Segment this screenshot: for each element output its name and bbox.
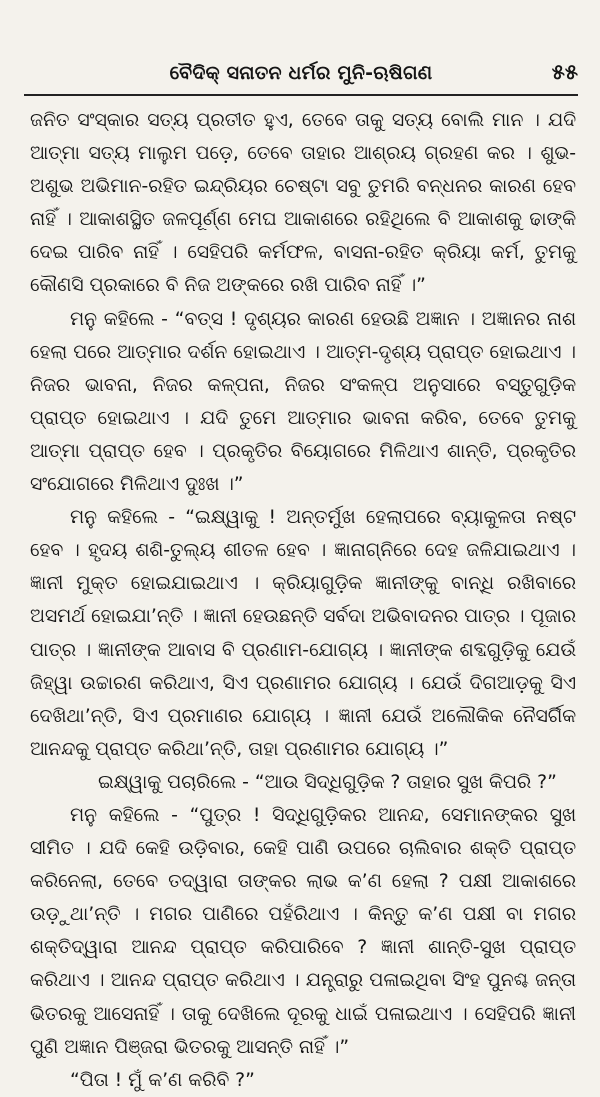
page-number: ୫୫ — [551, 60, 578, 84]
paragraph-ikshvaku-question: ଇକ୍ଷ୍ୱାକୁ ପଚାରିଲେ - “ଆଉ ସିଦ୍ଧିଗୁଡ଼ିକ ? ତାହାର ସୁଖ କିପରି ?” — [98, 771, 557, 793]
paragraph-question: “ପିତା ! ମୁଁ କ’ଣ କରିବି ?” — [70, 1069, 255, 1091]
paragraph-manu-reply-3: ମନୁ କହିଲେ - “ପୁତ୍ର ! ସିଦ୍ଧିଗୁଡ଼ିକର ଆନନ୍ଦ, ସେମାନଙ୍କର ସୁଖ ସୀମିତ । ଯଦି କେହି ଉଡ଼ିବାର, କେହି ପାଣି ଉପରେ ଚାଲିବାର ଶକ୍ତି ପ୍ରାପ୍ତ କରିନେଲା, ତେବେ ତଦ୍ୱାରା ତାଙ୍କର ଲାଭ କ’ଣ ହେଲା ? ପକ୍ଷୀ ଆକାଶରେ ଉଡ଼ୁଥା’ନ୍ତି । ମଗର ପାଣିରେ ପହଁରିଥାଏ । କିନ୍ତୁ କ’ଣ ପକ୍ଷୀ ବା ମଗର ଶକ୍ତିଦ୍ୱାରା ଆନନ୍ଦ ପ୍ରାପ୍ତ କରିପାରିବେ ? ଜ୍ଞାନୀ ଶାନ୍ତି-ସୁଖ ପ୍ରାପ୍ତ କରିଥାଏ । ଆନନ୍ଦ ପ୍ରାପ୍ତ କରିଥାଏ । ଯନ୍ତ୍ରାରୁ ପଳାଇଥିବା ସିଂହ ପୁନଶ୍ଚ ଜନ୍ତା ଭିତରକୁ ଆସେନାହିଁ । ତାକୁ ଦେଖିଲେ ଦୂରକୁ ଧାଇଁ ପଳାଇଥାଏ । ସେହିପରି ଜ୍ଞାନୀ ପୁଣି ଅଜ୍ଞାନ ପିଞ୍ଜରା ଭିତରକୁ ଆସନ୍ତି ନାହିଁ ।” — [30, 804, 576, 1058]
running-header — [24, 60, 578, 96]
header-title: ବୈଦିକ୍ ସନାତନ ଧର୍ମର ମୁନି-ଋଷିଗଣ — [169, 62, 433, 84]
paragraph-manu-reply-1: ମନୁ କହିଲେ - “ବତ୍ସ ! ଦୃଶ୍ୟର କାରଣ ହେଉଛି ଅଜ୍ଞାନ । ଅଜ୍ଞାନର ନାଶ ହେଲା ପରେ ଆତ୍ମାର ଦର୍ଶନ ହୋଇଥାଏ । ଆତ୍ମ-ଦୃଶ୍ୟ ପ୍ରାପ୍ତ ହୋଇଥାଏ । ନିଜର ଭାବନା, ନିଜର କଳ୍ପନା, ନିଜର ସଂକଳ୍ପ ଅନୁସାରେ ବସ୍ତୁଗୁଡ଼ିକ ପ୍ରାପ୍ତ ହୋଇଥାଏ । ଯଦି ତୁମେ ଆତ୍ମାର ଭାବନା କରିବ, ତେବେ ତୁମକୁ ଆତ୍ମା ପ୍ରାପ୍ତ ହେବ । ପ୍ରକୃତିର ବିୟୋଗରେ ମିଳିଥାଏ ଶାନ୍ତି, ପ୍ରକୃତିର ସଂଯୋଗରେ ମିଳିଥାଏ ଦୁଃଖ ।” — [30, 308, 576, 496]
paragraph-manu-reply-2: ମନୁ କହିଲେ - “ଇକ୍ଷ୍ୱାକୁ ! ଅନ୍ତର୍ମୁଖ ହେଲାପରେ ବ୍ୟାକୁଳତା ନଷ୍ଟ ହେବ । ହୃଦୟ ଶଶି-ତୁଲ୍ୟ ଶୀତଳ ହେବ । ଜ୍ଞାନାଗ୍ନିରେ ଦେହ ଜଳିଯାଇଥାଏ । ଜ୍ଞାନୀ ମୁକ୍ତ ହୋଇଯାଇଥାଏ । କ୍ରିୟାଗୁଡ଼ିକ ଜ୍ଞାନୀଙ୍କୁ ବାନ୍ଧି ରଖିବାରେ ଅସମର୍ଥ ହୋଇଯା’ନ୍ତି । ଜ୍ଞାନୀ ହେଉଛନ୍ତି ସର୍ବଦା ଅଭିବାଦନର ପାତ୍ର । ପୂଜାର ପାତ୍ର । ଜ୍ଞାନୀଙ୍କ ଆବାସ ବି ପ୍ରଣାମ-ଯୋଗ୍ୟ । ଜ୍ଞାନୀଙ୍କ ଶବ୍ଦଗୁଡ଼ିକୁ ଯେଉଁ ଜିହ୍ୱା ଉଚ୍ଚାରଣ କରିଥାଏ, ସିଏ ପ୍ରଣାମର ଯୋଗ୍ୟ । ଯେଉଁ ଦିଗଆଡ଼କୁ ସିଏ ଦେଖିଥା’ନ୍ତି, ସିଏ ପ୍ରମାଣର ଯୋଗ୍ୟ । ଜ୍ଞାନୀ ଯେଉଁ ଅଲୌକିକ ନୈସର୍ଗିକ ଆନନ୍ଦକୁ ପ୍ରାପ୍ତ କରିଥା’ନ୍ତି, ତାହା ପ୍ରଣାମର ଯୋଗ୍ୟ ।” — [30, 507, 576, 760]
page-body — [30, 104, 576, 1091]
paragraph-continued: ଜନିତ ସଂସ୍କାର ସତ୍ୟ ପ୍ରତୀତ ହୁଏ, ତେବେ ତାକୁ ସତ୍ୟ ବୋଲି ମାନ । ଯଦି ଆତ୍ମା ସତ୍ୟ ମାଲୁମ ପଡ଼େ, ତେବେ ତାହାର ଆଶ୍ରୟ ଗ୍ରହଣ କର । ଶୁଭ-ଅଶୁଭ ଅଭିମାନ-ରହିତ ଇନ୍ଦ୍ରିୟର ଚେଷ୍ଟା ସବୁ ତୁମରି ବନ୍ଧନର କାରଣ ହେବ ନାହିଁ । ଆକାଶସ୍ଥିତ ଜଳପୂର୍ଣ୍ଣ ମେଘ ଆକାଶରେ ରହିଥିଲେ ବି ଆକାଶକୁ ଢାଙ୍କି ଦେଇ ପାରିବ ନାହିଁ । ସେହିପରି କର୍ମଫଳ, ବାସନା-ରହିତ କ୍ରିୟା କର୍ମ, ତୁମକୁ କୌଣସି ପ୍ରକାରେ ବି ନିଜ ଅଙ୍କରେ ରଖି ପାରିବ ନାହିଁ ।” — [30, 110, 576, 297]
